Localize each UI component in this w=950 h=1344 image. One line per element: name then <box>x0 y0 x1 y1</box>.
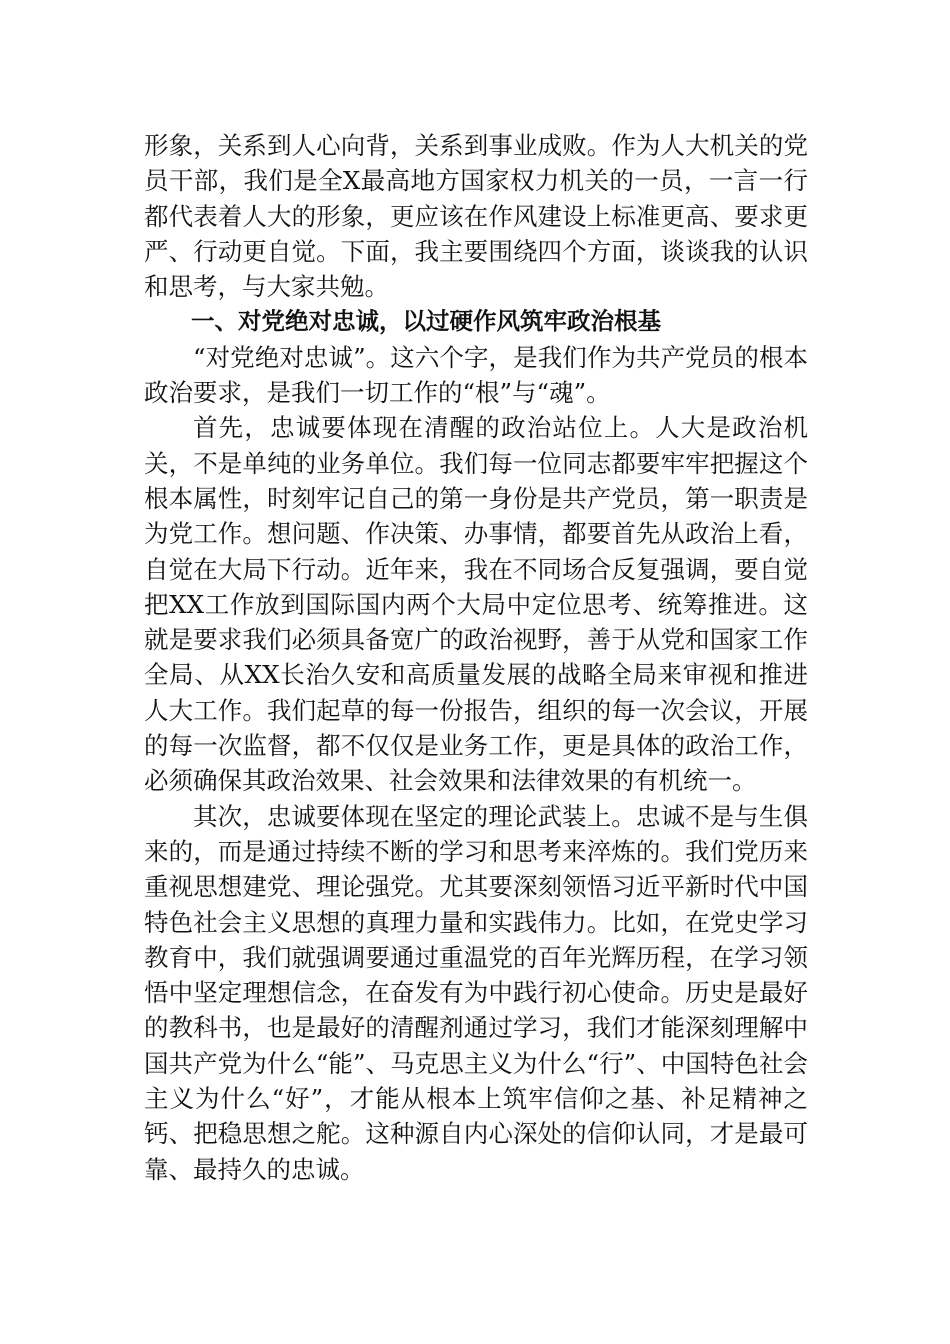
paragraph-political-stance: 首先，忠诚要体现在清醒的政治站位上。人大是政治机关，不是单纯的业务单位。我们每一位同志都要牢牢把握这个根本属性，时刻牢记自己的第一身份是共产党员，第一职责是为党工作。想问题、作决策、办事情，都要首先从政治上看，自觉在大局下行动。近年来，我在不同场合反复强调，要自觉把XX工作放到国际国内两个大局中定位思考、统筹推进。这就是要求我们必须具备宽广的政治视野，善于从党和国家工作全局、从XX长治久安和高质量发展的战略全局来审视和推进人大工作。我们起草的每一份报告，组织的每一次会议，开展的每一次监督，都不仅仅是业务工作，更是具体的政治工作，必须确保其政治效果、社会效果和法律效果的有机统一。 <box>144 413 808 796</box>
paragraph-continuation: 形象，关系到人心向背，关系到事业成败。作为人大机关的党员干部，我们是全X最高地方国家权力机关的一员，一言一行都代表着人大的形象，更应该在作风建设上标准更高、要求更严、行动更自觉。下面，我主要围绕四个方面，谈谈我的认识和思考，与大家共勉。 <box>144 131 808 302</box>
section-heading: 一、对党绝对忠诚，以过硬作风筑牢政治根基 <box>191 307 661 336</box>
paragraph-theory-study: 其次，忠诚要体现在坚定的理论武装上。忠诚不是与生俱来的，而是通过持续不断的学习和思考来淬炼的。我们党历来重视思想建党、理论强党。尤其要深刻领悟习近平新时代中国特色社会主义思想的真理力量和实践伟力。比如，在党史学习教育中，我们就强调要通过重温党的百年光辉历程，在学习领悟中坚定理想信念，在奋发有为中践行初心使命。历史是最好的教科书，也是最好的清醒剂通过学习，我们才能深刻理解中国共产党为什么“能”、马克思主义为什么“行”、中国特色社会主义为什么“好”，才能从根本上筑牢信仰之基、补足精神之钙、把稳思想之舵。这种源自内心深处的信仰认同，才是最可靠、最持久的忠诚。 <box>144 801 808 1184</box>
document-body <box>144 128 808 1187</box>
paragraph-loyalty-definition: “对党绝对忠诚”。这六个字，是我们作为共产党员的根本政治要求，是我们一切工作的“根”与“魂”。 <box>144 342 808 408</box>
